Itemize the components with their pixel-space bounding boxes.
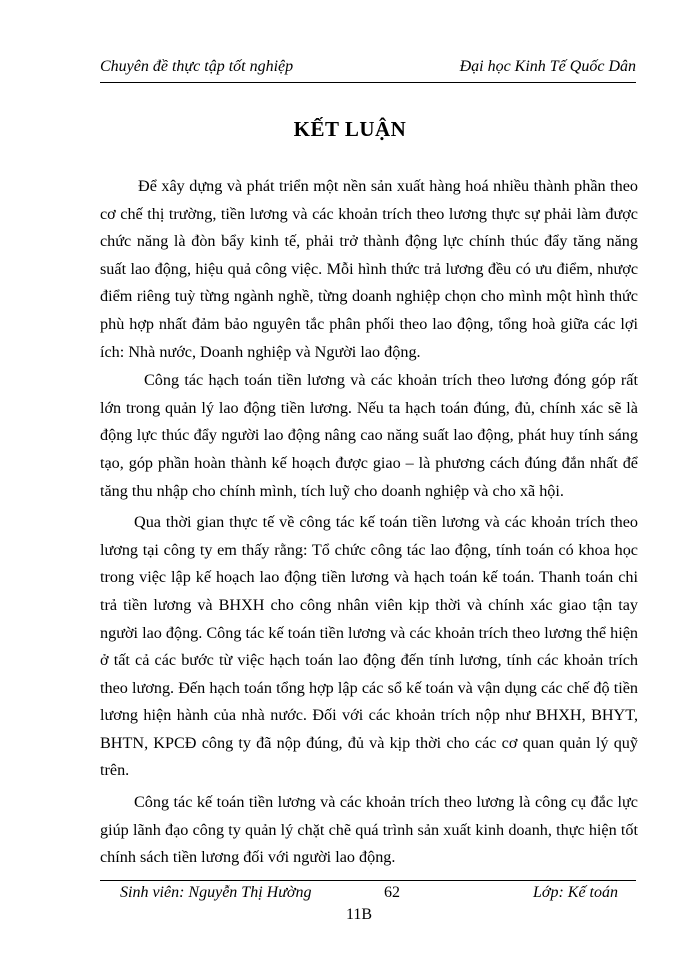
paragraph-1: Để xây dựng và phát triển một nền sản xuất hàng hoá nhiều thành phần theo cơ chế thị trường, tiền lương và các khoản trích theo lương thực sự phải làm được chức năng là đòn bẩy kinh tế, phải trở thành động lực chính thúc đẩy tăng năng suất lao động, hiệu quả công việc. Mỗi hình thức trả lương đều có ưu điểm, nhược điểm riêng tuỳ từng ngành nghề, từng doanh nghiệp chọn cho mình một hình thức phù hợp nhất đảm bảo nguyên tắc phân phối theo lao động, tổng hoà giữa các lợi ích: Nhà nước, Doanh nghiệp và Người lao động. <box>100 177 638 361</box>
body-text <box>100 173 638 873</box>
paragraph-3: Qua thời gian thực tế về công tác kế toán tiền lương và các khoản trích theo lương tại công ty em thấy rằng: Tổ chức công tác lao động, tính toán có khoa học trong việc lập kế hoạch lao động tiền lương và hạch toán kế toán. Thanh toán chi trả tiền lương và BHXH cho công nhân viên kịp thời và chính xác giao tận tay người lao động. Công tác kế toán tiền lương và các khoản trích theo lương thể hiện ở tất cả các bước từ việc hạch toán lao động đến tính lương, tính các khoản trích theo lương. Đến hạch toán tổng hợp lập các sổ kế toán và vận dụng các chế độ tiền lương hiện hành của nhà nước. Đối với các khoản trích nộp như BHXH, BHYT, BHTN, KPCĐ công ty đã nộp đúng, đủ và kịp thời cho các cơ quan quản lý quỹ trên. <box>100 513 638 780</box>
paragraph-4: Công tác kế toán tiền lương và các khoản trích theo lương là công cụ đắc lực giúp lãnh đạo công ty quản lý chặt chẽ quá trình sản xuất kinh doanh, thực hiện tốt chính sách tiền lương đối với người lao động. <box>100 793 638 867</box>
page-footer <box>120 884 618 906</box>
footer-divider <box>100 880 636 881</box>
page-header <box>100 58 636 83</box>
footer-class-suffix: 11B <box>345 906 373 923</box>
footer-page-number: 62 <box>384 884 400 901</box>
header-left-text: Chuyên đề thực tập tốt nghiệp <box>100 58 294 75</box>
page-title: KẾT LUẬN <box>293 117 407 141</box>
footer-student-name: Sinh viên: Nguyễn Thị Hường <box>120 884 312 901</box>
footer-class-label: Lớp: Kế toán <box>533 884 618 901</box>
header-right-text: Đại học Kinh Tế Quốc Dân <box>459 58 636 75</box>
paragraph-2: Công tác hạch toán tiền lương và các khoản trích theo lương đóng góp rất lớn trong quản lý lao động tiền lương. Nếu ta hạch toán đúng, đủ, chính xác sẽ là động lực thúc đẩy người lao động nâng cao năng suất lao động, phát huy tính sáng tạo, góp phần hoàn thành kế hoạch được giao – là phương cách đúng đắn nhất để tăng thu nhập cho chính mình, tích luỹ cho doanh nghiệp và cho xã hội. <box>100 371 638 500</box>
